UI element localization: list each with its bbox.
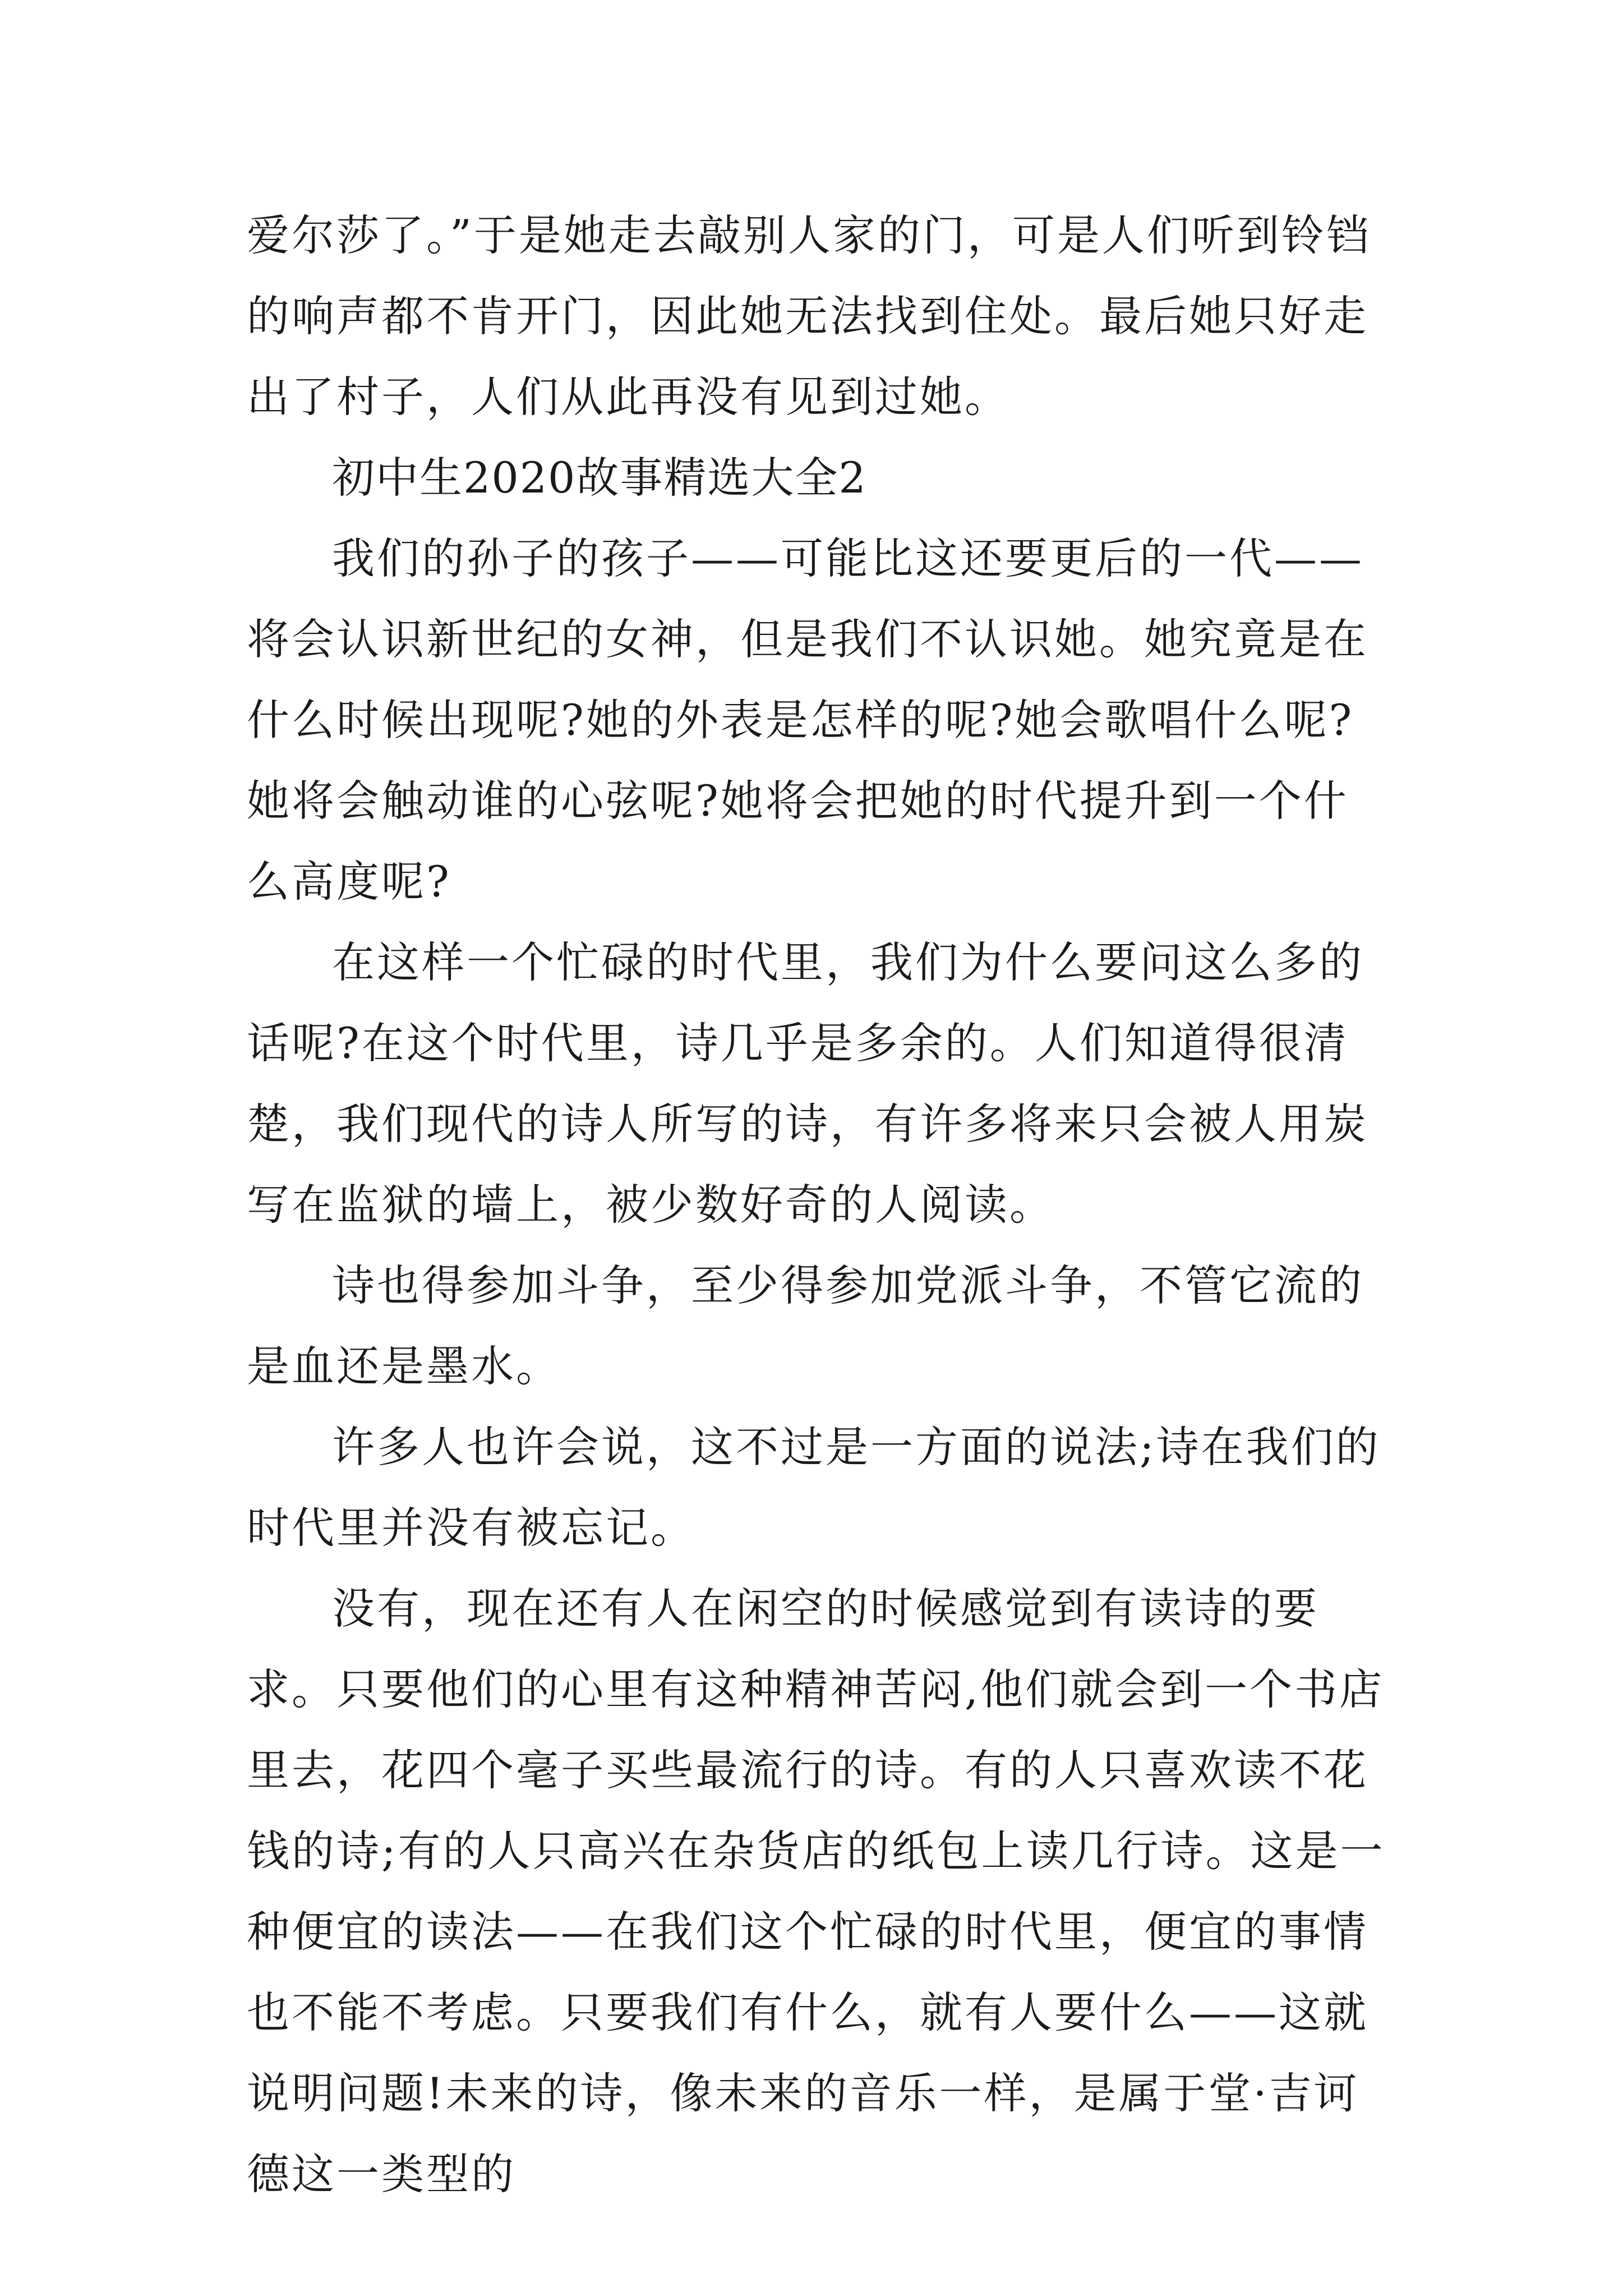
paragraph: 没有，现在还有人在闲空的时候感觉到有读诗的要求。只要他们的心里有这种精神苦闷,他们就会到一个书店里去，花四个毫子买些最流行的诗。有的人只喜欢读不花钱的诗;有的人只高兴在杂货店的纸包上读几行诗。这是一种便宜的读法——在我们这个忙碌的时代里，便宜的事情也不能不考虑。只要我们有什么，就有人要什么——这就说明问题!未来的诗，像未来的音乐一样，是属于堂·吉诃德这一类型的 [247, 1584, 1385, 2199]
paragraph: 许多人也许会说，这不过是一方面的说法;诗在我们的时代里并没有被忘记。 [247, 1422, 1381, 1553]
document-body [247, 195, 1385, 2215]
paragraph: 诗也得参加斗争，至少得参加党派斗争，不管它流的是血还是墨水。 [247, 1260, 1364, 1391]
paragraph: 我们的孙子的孩子——可能比这还要更后的一代——将会认识新世纪的女神，但是我们不认识她。她究竟是在什么时候出现呢?她的外表是怎样的呢?她会歌唱什么呢?她将会触动谁的心弦呢?她将会把她的时代提升到一个什么高度呢? [247, 533, 1368, 907]
section-heading: 初中生2020故事精选大全2 [332, 453, 867, 503]
paragraph: 在这样一个忙碌的时代里，我们为什么要问这么多的话呢?在这个时代里，诗几乎是多余的。人们知道得很清楚，我们现代的诗人所写的诗，有许多将来只会被人用炭写在监狱的墙上，被少数好奇的人阅读。 [247, 937, 1368, 1230]
paragraph-continuation: 爱尔莎了。”于是她走去敲别人家的门，可是人们听到铃铛的响声都不肯开门，因此她无法找到住处。最后她只好走出了村子，人们从此再没有见到过她。 [247, 210, 1371, 422]
